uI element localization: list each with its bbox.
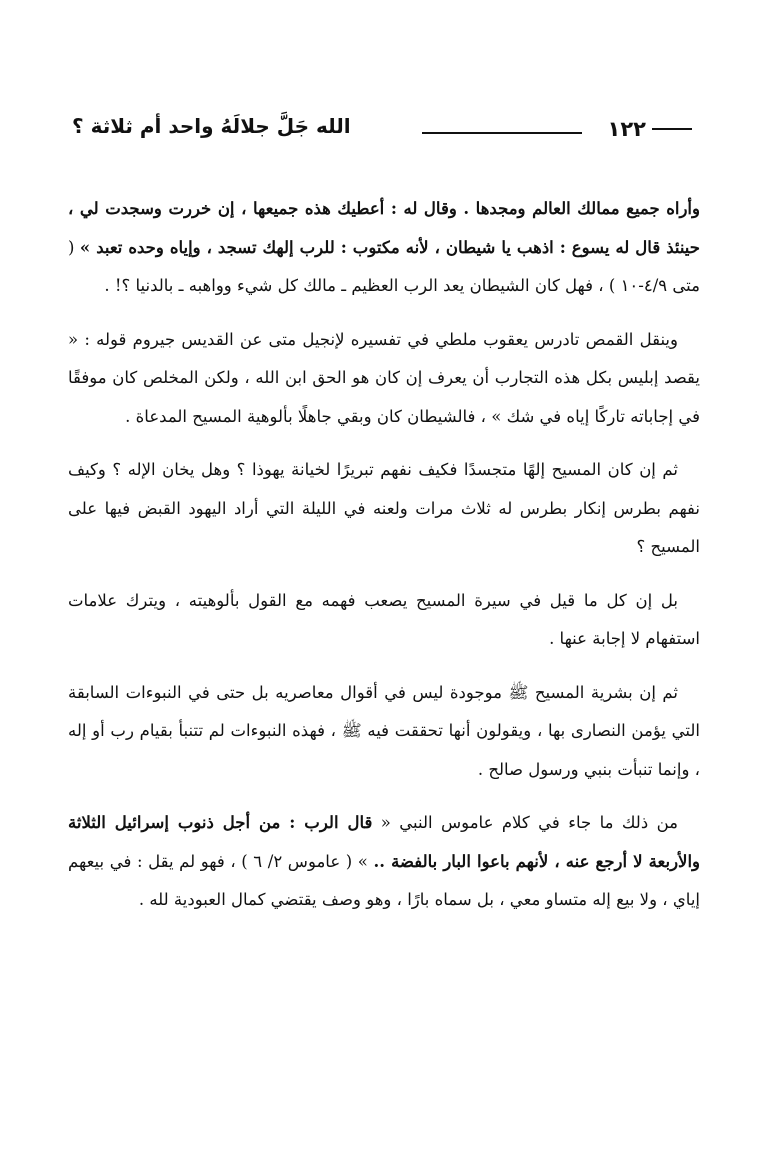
paragraph-4: بل إن كل ما قيل في سيرة المسيح يصعب فهمه مع القول بألوهيته ، ويترك علامات استفهام لا إجابة عنها . bbox=[68, 590, 700, 648]
page-number-value: ١٢٢ bbox=[607, 117, 646, 141]
page-header bbox=[72, 112, 700, 148]
paragraph-3: ثم إن كان المسيح إلهًا متجسدًا فكيف نفهم تبريرًا لخيانة يهوذا ؟ وهل يخان الإله ؟ وكيف نفهم بطرس إنكار بطرس له ثلاث مرات ولعنه في الليلة التي أراد اليهود القبض فيها على المسيح ؟ bbox=[68, 460, 700, 556]
header-rule bbox=[422, 132, 582, 134]
body-text bbox=[68, 190, 700, 935]
quote-bold-text: وأراه جميع ممالك العالم ومجدها . وقال له : أعطيك هذه جميعها ، إن خررت وسجدت لي ، حينئذ قال له يسوع : اذهب يا شيطان ، لأنه مكتوب : للرب إلهك تسجد ، وإياه وحده تعبد » bbox=[68, 199, 700, 257]
paragraph-2: وينقل القمص تادرس يعقوب ملطي في تفسيره لإنجيل متى عن القديس جيروم قوله : « يقصد إبليس بكل هذه التجارب أن يعرف إن كان هو الحق ابن الله ، ولكن المخلص كان موفقًا في إجاباته تاركًا إياه في شك » ، فالشيطان كان وبقي جاهلًا بألوهية المسيح المدعاة . bbox=[68, 329, 700, 426]
running-title: الله جَلَّ جلالَهُ واحد أم ثلاثة ؟ bbox=[72, 114, 351, 138]
paragraph-6 bbox=[68, 804, 700, 920]
paragraph-1-continuation: ( متى ٤/٩-١٠ ) ، فهل كان الشيطان يعد الرب العظيم ـ مالك كل شيء وواهبه ـ بالدنيا ؟! . bbox=[68, 237, 700, 295]
page-number-rule bbox=[652, 128, 692, 130]
paragraph-5: ثم إن بشرية المسيح ﷺ موجودة ليس في أقوال معاصريه بل حتى في النبوءات السابقة التي يؤمن النصارى بها ، ويقولون أنها تحققت فيه ﷺ ، فهذه النبوءات لم تتنبأ بقيام رب أو إله ، وإنما تنبأت بنبي ورسول صالح . bbox=[68, 682, 700, 779]
page-number bbox=[608, 116, 692, 141]
paragraph-6-continuation: » ( عاموس ٢/ ٦ ) ، فهو لم يقل : في بيعهم إياي ، ولا بيع إله متساو معي ، بل سماه بارًا ، وهو وصف يقتضي كمال العبودية لله . bbox=[68, 851, 700, 909]
amos-quote-bold: قال الرب : من أجل ذنوب إسرائيل الثلاثة والأربعة لا أرجع عنه ، لأنهم باعوا البار بالفضة .. bbox=[68, 813, 700, 871]
paragraph-1 bbox=[68, 190, 700, 306]
paragraph-6-intro: من ذلك ما جاء في كلام عاموس النبي « bbox=[372, 813, 678, 832]
